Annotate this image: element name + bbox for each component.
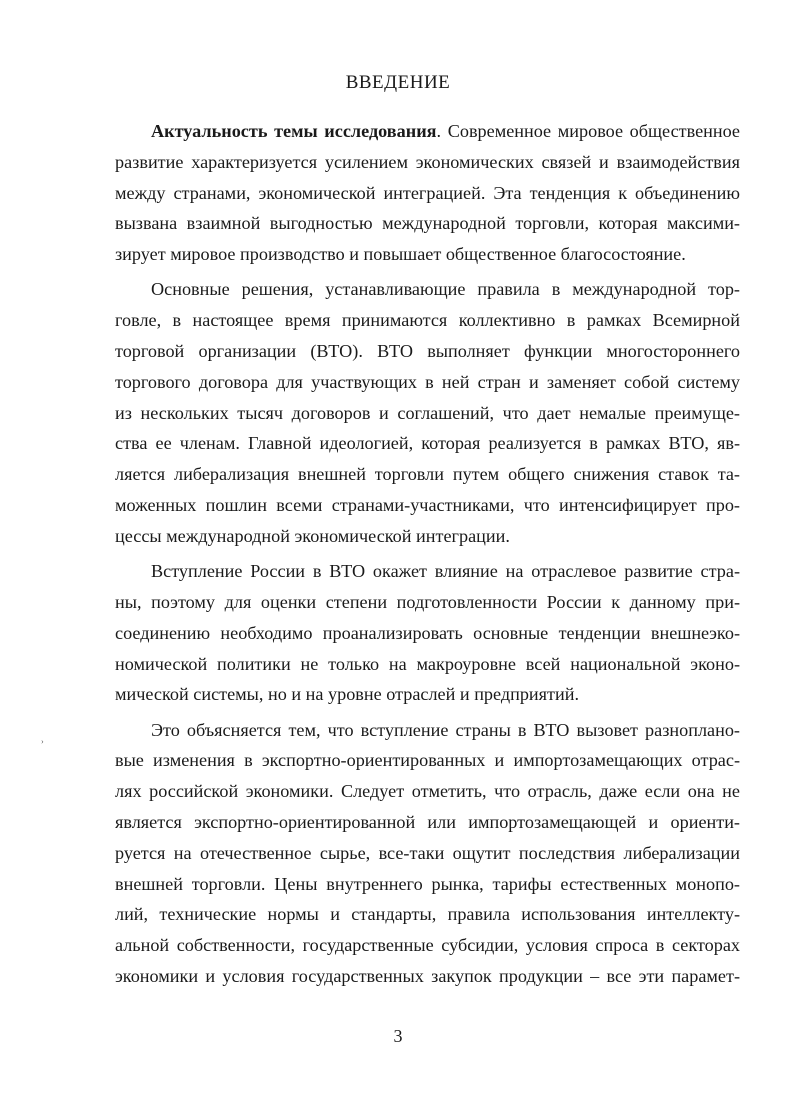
text-line: Это объясняется тем, что вступление страны в ВТО вызовет разноплано- (151, 719, 740, 740)
text-line: развитие характеризуется усилением экономических связей и взаимодействия (115, 151, 740, 172)
text-line: цессы международной экономической интеграции. (115, 525, 510, 546)
section-lead: Актуальность темы исследования (151, 121, 437, 141)
text-line: соединению необходимо проанализировать основные тенденции внешнеэко- (115, 622, 740, 643)
text-line: ства ее членам. Главной идеологией, которая реализуется в рамках ВТО, яв- (115, 433, 740, 454)
text-line: ны, поэтому для оценки степени подготовленности России к данному при- (115, 591, 740, 612)
text-line: вызвана взаимной выгодностью международной торговли, которая максими- (115, 213, 740, 234)
text-line: внешней торговли. Цены внутреннего рынка, тарифы естественных монопо- (115, 873, 740, 894)
text-line: зирует мировое производство и повышает общественное благосостояние. (115, 244, 686, 265)
text-line: Основные решения, устанавливающие правила в международной тор- (151, 279, 740, 300)
margin-mark: › (41, 737, 44, 746)
text-line: экономики и условия государственных закупок продукции – все эти парамет- (115, 966, 740, 987)
text-line: Вступление России в ВТО окажет влияние на отраслевое развитие стра- (151, 561, 740, 582)
text-line: торгового договора для участвующих в ней стран и заменяет собой систему (115, 371, 740, 392)
text-line: руется на отечественное сырье, все-таки ощутит последствия либерализации (115, 842, 740, 863)
text-line: говле, в настоящее время принимаются коллективно в рамках Всемирной (115, 310, 740, 331)
text-line: лий, технические нормы и стандарты, правила использования интеллекту- (115, 904, 740, 925)
text-line (115, 116, 740, 147)
text-line: моженных пошлин всеми странами-участниками, что интенсифицирует про- (115, 495, 740, 516)
text-fragment: . Современное мировое общественное (436, 121, 740, 141)
document-body (115, 116, 740, 992)
text-line: является экспортно-ориентированной или импортозамещающей и ориенти- (115, 812, 740, 833)
text-line: вые изменения в экспортно-ориентированных и импортозамещающих отрас- (115, 750, 740, 771)
page-number: 3 (393, 1026, 403, 1046)
page-title: ВВЕДЕНИЕ (345, 72, 451, 93)
text-line: между странами, экономической интеграцией. Эта тенденция к объединению (115, 182, 740, 203)
text-line: мической системы, но и на уровне отраслей и предприятий. (115, 684, 579, 705)
text-line: из нескольких тысяч договоров и соглашений, что дает немалые преимуще- (115, 402, 740, 423)
text-line: номической политики не только на макроуровне всей национальной эконо- (115, 653, 740, 674)
text-line: лях российской экономики. Следует отметить, что отрасль, даже если она не (115, 781, 740, 802)
text-line: альной собственности, государственные субсидии, условия спроса в секторах (115, 935, 740, 956)
text-line: торговой организации (ВТО). ВТО выполняет функции многостороннего (115, 341, 740, 362)
text-line: ляется либерализация внешней торговли путем общего снижения ставок та- (115, 464, 740, 485)
